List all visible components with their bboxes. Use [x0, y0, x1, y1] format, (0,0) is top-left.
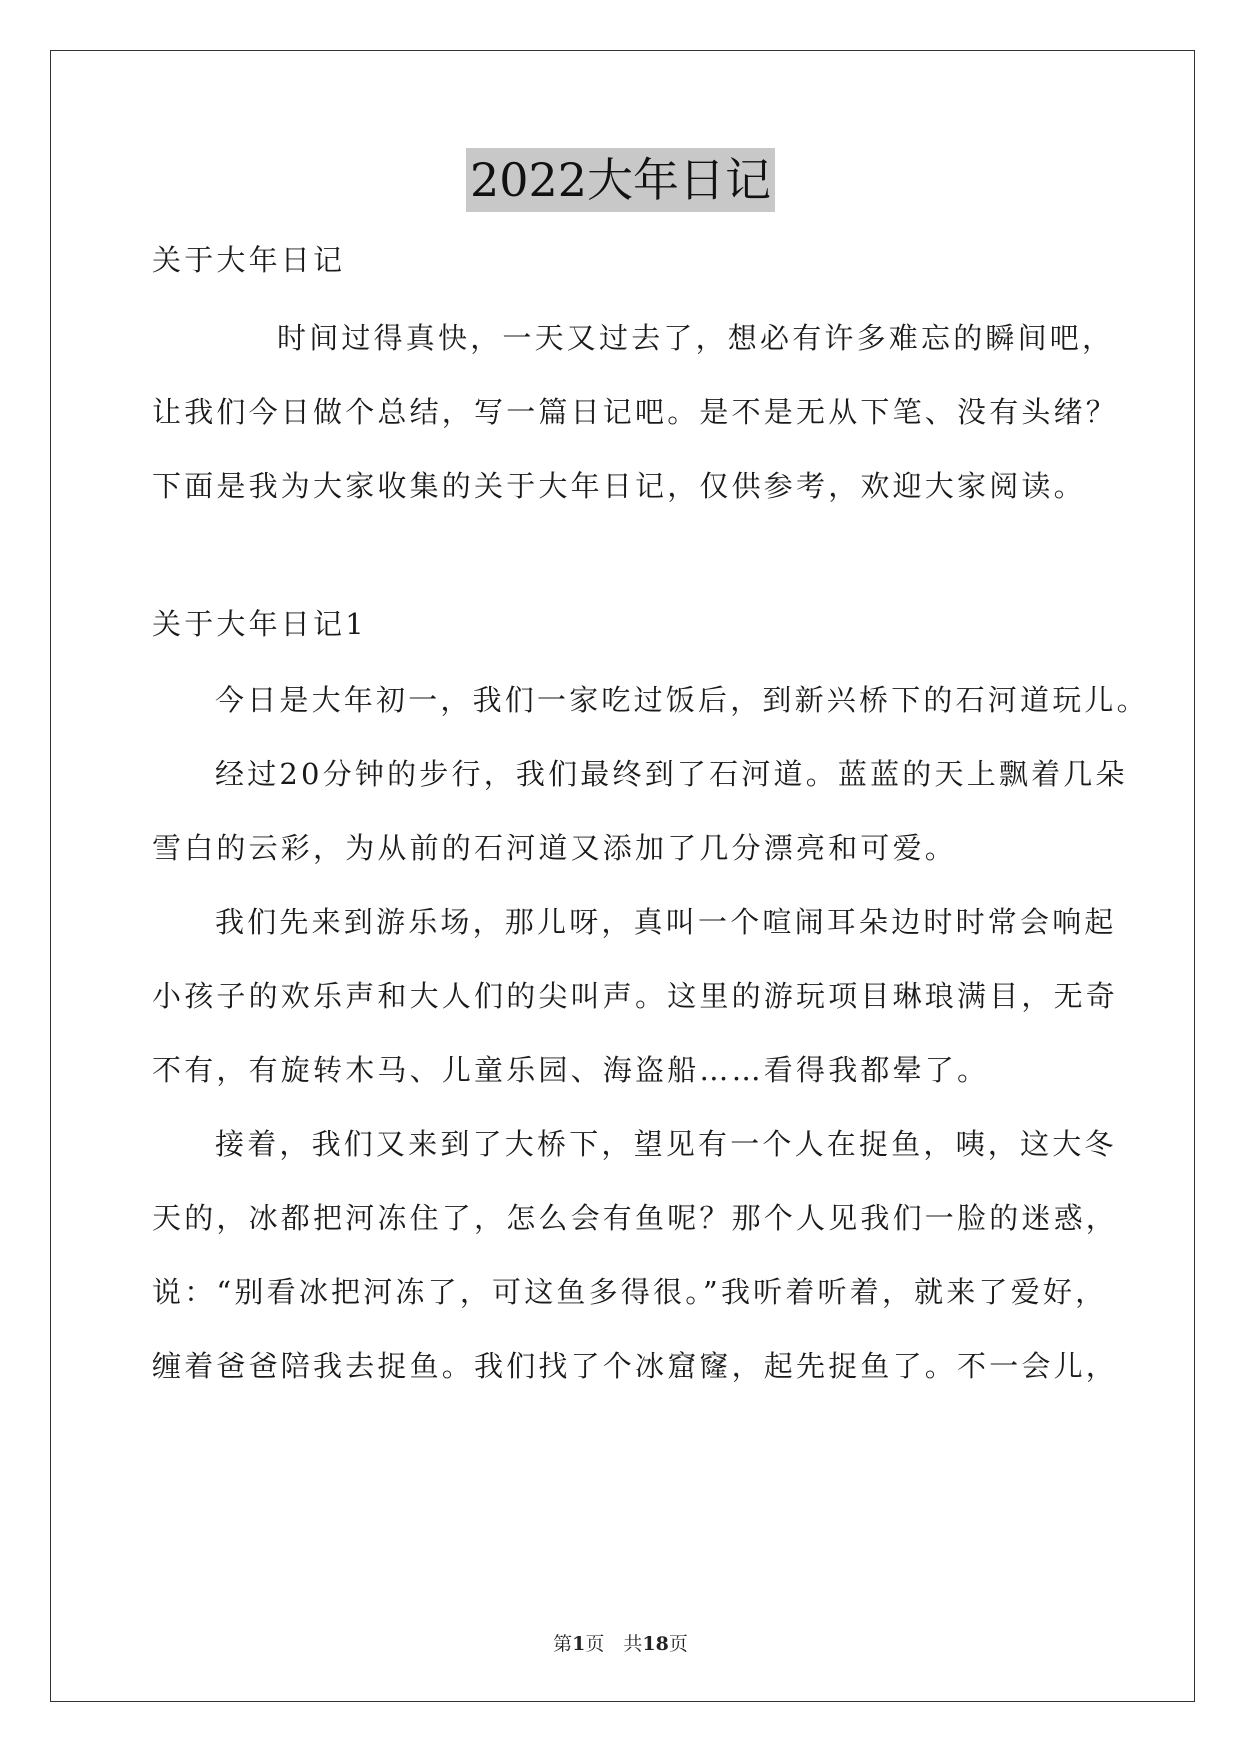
intro-line: 让我们今日做个总结，写一篇日记吧。是不是无从下笔、没有头绪？	[152, 395, 1119, 429]
intro-heading: 关于大年日记	[152, 243, 346, 277]
body-line: 我们先来到游乐场，那儿呀，真叫一个喧闹耳朵边时时常会响起	[215, 905, 1117, 939]
footer-suffix: 页	[668, 1633, 688, 1655]
body-line: 缠着爸爸陪我去捉鱼。我们找了个冰窟窿，起先捉鱼了。不一会儿，	[152, 1349, 1119, 1383]
page-footer	[0, 1632, 1241, 1656]
footer-prefix: 第	[553, 1633, 573, 1655]
body-line: 雪白的云彩，为从前的石河道又添加了几分漂亮和可爱。	[152, 831, 958, 865]
total-pages-number: 18	[642, 1633, 669, 1655]
section-heading: 关于大年日记1	[152, 607, 367, 641]
body-line: 小孩子的欢乐声和大人们的尖叫声。这里的游玩项目琳琅满目，无奇	[152, 979, 1119, 1013]
page-border	[50, 50, 1195, 1702]
footer-middle: 页 共	[585, 1633, 643, 1655]
body-line: 经过20分钟的步行，我们最终到了石河道。蓝蓝的天上飘着几朵	[215, 757, 1128, 791]
document-title: 2022大年日记	[466, 148, 775, 212]
body-line: 天的，冰都把河冻住了，怎么会有鱼呢？那个人见我们一脸的迷惑，	[152, 1201, 1119, 1235]
current-page-number: 1	[572, 1633, 586, 1655]
body-line: 接着，我们又来到了大桥下，望见有一个人在捉鱼，咦，这大冬	[215, 1127, 1117, 1161]
body-line: 不有，有旋转木马、儿童乐园、海盗船……看得我都晕了。	[152, 1053, 990, 1087]
intro-line: 时间过得真快，一天又过去了，想必有许多难忘的瞬间吧，	[277, 321, 1115, 355]
body-line: 说：“别看冰把河冻了，可这鱼多得很。”我听着听着，就来了爱好，	[152, 1275, 1108, 1309]
intro-line: 下面是我为大家收集的关于大年日记，仅供参考，欢迎大家阅读。	[152, 469, 1086, 503]
body-line: 今日是大年初一，我们一家吃过饭后，到新兴桥下的石河道玩儿。	[215, 683, 1149, 717]
title-container	[0, 148, 1241, 212]
